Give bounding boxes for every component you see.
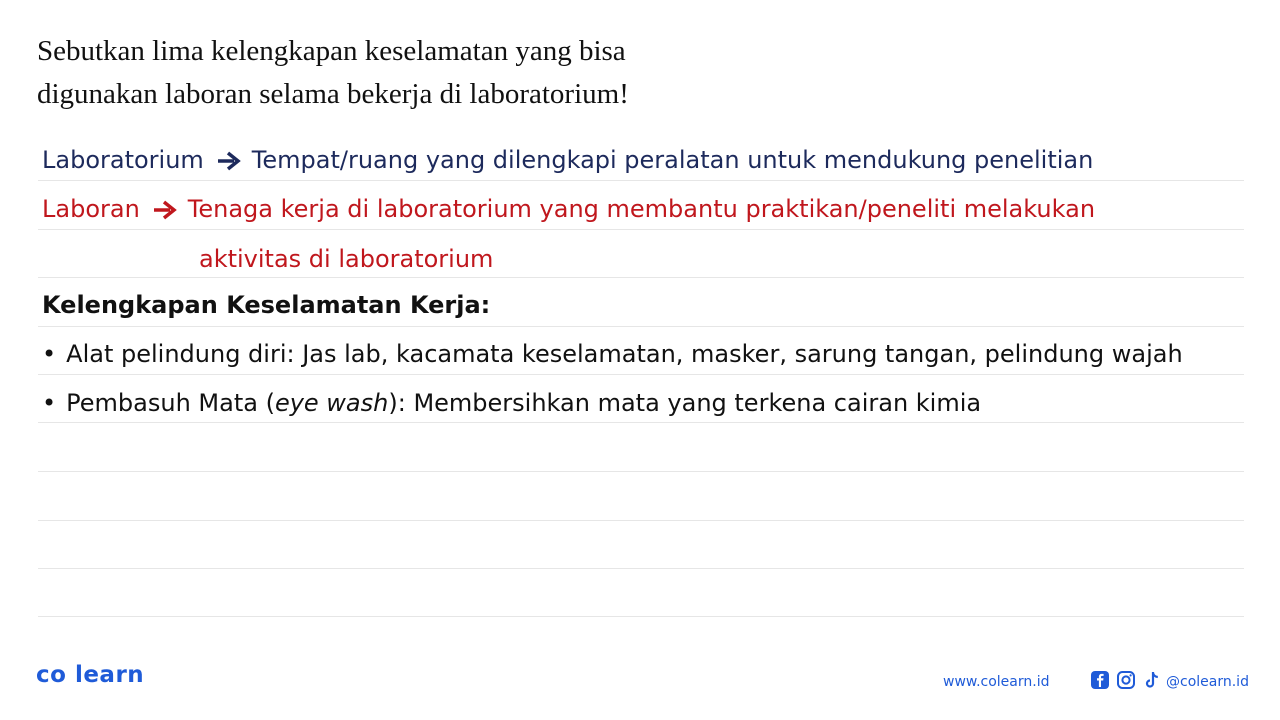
list-item <box>42 339 1183 369</box>
question-line-1: Sebutkan lima kelengkapan keselamatan yang bisa <box>37 35 626 67</box>
term-laboran: Laboran <box>42 195 140 223</box>
ruled-line <box>38 374 1244 375</box>
website-link[interactable]: www.colearn.id <box>943 674 1050 690</box>
instagram-icon[interactable] <box>1116 670 1136 690</box>
item-text: Membersihkan mata yang terkena cairan kimia <box>413 389 982 417</box>
term-laboratorium: Laboratorium <box>42 146 204 174</box>
facebook-icon[interactable] <box>1090 670 1110 690</box>
social-handle[interactable]: @colearn.id <box>1166 674 1249 690</box>
item-text: Jas lab, kacamata keselamatan, masker, sarung tangan, pelindung wajah <box>302 340 1183 368</box>
question-line-2: digunakan laboran selama bekerja di laboratorium! <box>37 78 629 110</box>
ruled-line <box>38 568 1244 569</box>
ruled-line <box>38 229 1244 230</box>
item-label: Alat pelindung diri: <box>66 340 295 368</box>
item-label-italic: eye wash <box>274 389 389 417</box>
tiktok-icon[interactable] <box>1142 670 1162 690</box>
bullet: • <box>42 389 57 417</box>
ruled-line <box>38 180 1244 181</box>
ruled-line <box>38 616 1244 617</box>
section-heading: Kelengkapan Keselamatan Kerja: <box>42 291 491 319</box>
definition-laboratorium <box>42 145 1093 175</box>
definition-text-laboratorium: Tempat/ruang yang dilengkapi peralatan untuk mendukung penelitian <box>251 146 1094 174</box>
list-item <box>42 388 981 418</box>
item-label-end: ): <box>388 389 406 417</box>
ruled-line <box>38 422 1244 423</box>
definition-text-laboran-2: aktivitas di laboratorium <box>199 245 494 273</box>
arrow-right-icon <box>216 151 242 171</box>
bullet: • <box>42 340 57 368</box>
ruled-line <box>38 471 1244 472</box>
question-text <box>37 30 737 116</box>
ruled-line <box>38 520 1244 521</box>
ruled-line <box>38 277 1244 278</box>
definition-laboran <box>42 194 1095 224</box>
arrow-right-icon <box>152 200 178 220</box>
colearn-logo: co learn <box>36 662 145 688</box>
item-label: Pembasuh Mata ( <box>66 389 275 417</box>
ruled-line <box>38 326 1244 327</box>
definition-text-laboran-1: Tenaga kerja di laboratorium yang membantu praktikan/peneliti melakukan <box>187 195 1096 223</box>
